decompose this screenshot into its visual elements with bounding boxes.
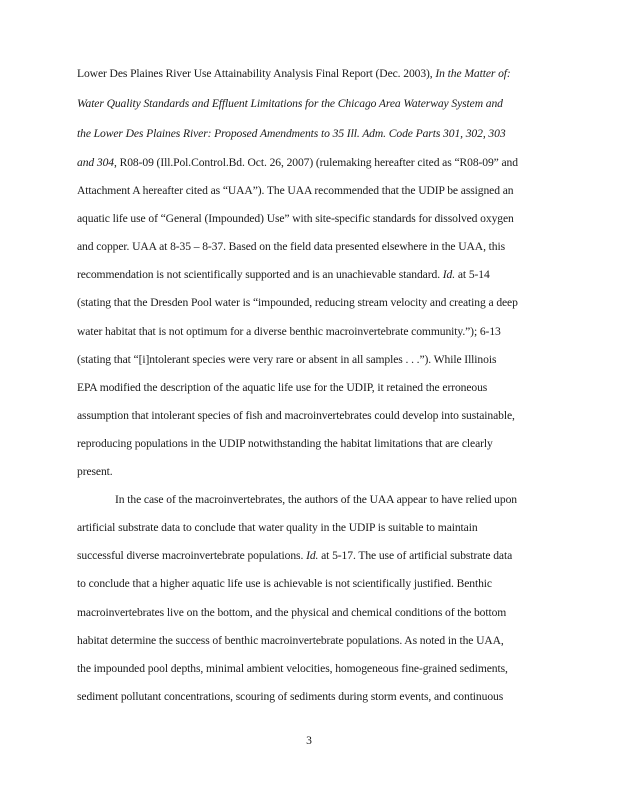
text-line: assumption that intolerant species of fish and macroinvertebrates could develop into sustainable, [77, 409, 515, 422]
text-line: present. [77, 465, 113, 478]
text-line: Attachment A hereafter cited as “UAA”). The UAA recommended that the UDIP be assigned an [77, 184, 514, 197]
text-line: and copper. UAA at 8-35 – 8-37. Based on the field data presented elsewhere in the UAA, this [77, 240, 506, 253]
text-line: EPA modified the description of the aquatic life use for the UDIP, it retained the erroneous [77, 381, 488, 394]
text-line: sediment pollutant concentrations, scouring of sediments during storm events, and continuous [77, 690, 504, 703]
text-line: and 304, R08-09 (Ill.Pol.Control.Bd. Oct. 26, 2007) (rulemaking hereafter cited as “R08-09” and [77, 156, 518, 169]
text-line: aquatic life use of “General (Impounded) Use” with site-specific standards for dissolved oxygen [77, 212, 514, 225]
text-line: recommendation is not scientifically supported and is an unachievable standard. Id. at 5-14 [77, 268, 490, 281]
text-line: the Lower Des Plaines River: Proposed Amendments to 35 Ill. Adm. Code Parts 301, 302, 303 [77, 127, 506, 140]
text-line: water habitat that is not optimum for a diverse benthic macroinvertebrate community.”); 6-13 [77, 325, 501, 338]
text-line: habitat determine the success of benthic macroinvertebrate populations. As noted in the UAA, [77, 634, 504, 647]
text-line: reproducing populations in the UDIP notwithstanding the habitat limitations that are clearly [77, 437, 493, 450]
page-number: 3 [306, 734, 312, 747]
text-line: (stating that the Dresden Pool water is “impounded, reducing stream velocity and creating a deep [77, 296, 518, 309]
text-line: In the case of the macroinvertebrates, the authors of the UAA appear to have relied upon [115, 493, 517, 506]
text-line: to conclude that a higher aquatic life use is achievable is not scientifically justified. Benthic [77, 577, 492, 590]
text-line: artificial substrate data to conclude that water quality in the UDIP is suitable to maintain [77, 521, 478, 534]
text-line: successful diverse macroinvertebrate populations. Id. at 5-17. The use of artificial substrate data [77, 549, 513, 562]
text-line: (stating that “[i]ntolerant species were very rare or absent in all samples . . .”). While Illinois [77, 353, 497, 366]
text-line: Water Quality Standards and Effluent Limitations for the Chicago Area Waterway System and [77, 97, 503, 110]
text-line: Lower Des Plaines River Use Attainability Analysis Final Report (Dec. 2003), In the Matter of: [77, 67, 511, 80]
text-line: macroinvertebrates live on the bottom, and the physical and chemical conditions of the bottom [77, 606, 507, 619]
text-line: the impounded pool depths, minimal ambient velocities, homogeneous fine-grained sediments, [77, 662, 508, 675]
